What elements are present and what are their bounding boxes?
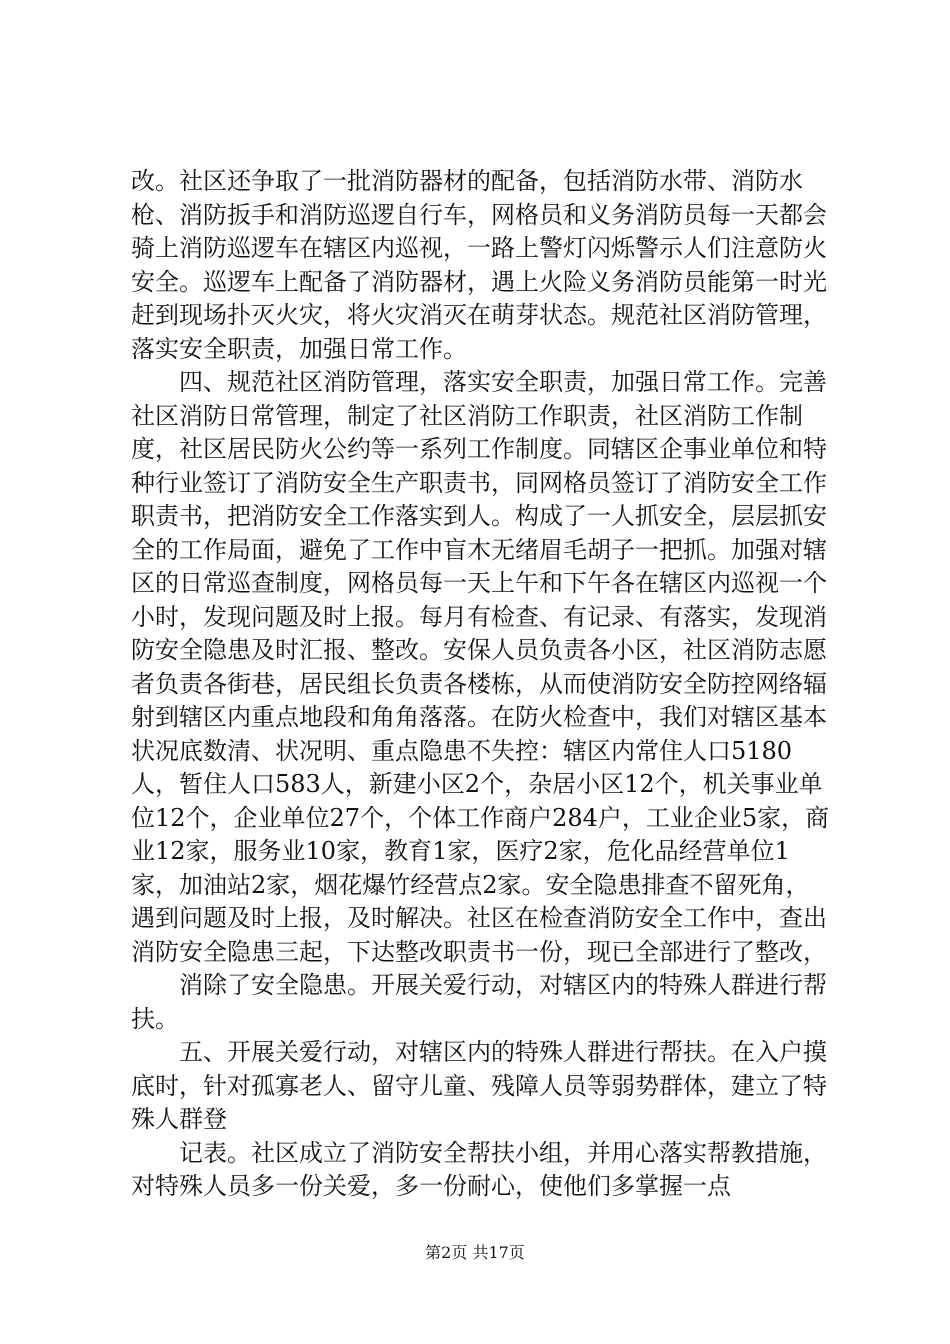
page-footer: 第2页 共17页 <box>425 1243 525 1262</box>
document-body <box>131 165 831 1204</box>
paragraph-section-five: 五、开展关爱行动，对辖区内的特殊人群进行帮扶。在入户摸底时，针对孤寡老人、留守儿童、残障人员等弱势群体，建立了特殊人群登 <box>131 1038 827 1133</box>
paragraph-hazard-removed: 消除了安全隐患。开展关爱行动，对辖区内的特殊人群进行帮扶。 <box>131 971 827 1033</box>
paragraph-continuation: 改。社区还争取了一批消防器材的配备，包括消防水带、消防水枪、消防扳手和消防巡逻自行车，网格员和义务消防员每一天都会骑上消防巡逻车在辖区内巡视，一路上警灯闪烁警示人们注意防火安全。巡逻车上配备了消防器材，遇上火险义务消防员能第一时光赶到现场扑灭火灾，将火灾消灭在萌芽状态。规范社区消防管理，落实安全职责，加强日常工作。 <box>131 167 827 363</box>
paragraph-section-four: 四、规范社区消防管理，落实安全职责，加强日常工作。完善社区消防日常管理，制定了社区消防工作职责，社区消防工作制度，社区居民防火公约等一系列工作制度。同辖区企事业单位和特种行业签订了消防安全生产职责书，同网格员签订了消防安全工作职责书，把消防安全工作落实到人。构成了一人抓安全，层层抓安全的工作局面，避免了工作中盲木无绪眉毛胡子一把抓。加强对辖区的日常巡查制度，网格员每一天上午和下午各在辖区内巡视一个小时，发现问题及时上报。每月有检查、有记录、有落实，发现消防安全隐患及时汇报、整改。安保人员负责各小区，社区消防志愿者负责各街巷，居民组长负责各楼栋，从而使消防安全防控网络辐射到辖区内重点地段和角角落落。在防火检查中，我们对辖区基本状况底数清、状况明、重点隐患不失控：辖区内常住人口5180人，暂住人口583人，新建小区2个，杂居小区12个，机关事业单位12个，企业单位27个，个体工作商户284户，工业企业5家，商业12家，服务业10家，教育1家，医疗2家，危化品经营单位1家，加油站2家，烟花爆竹经营点2家。安全隐患排查不留死角，遇到问题及时上报，及时解决。社区在检查消防安全工作中，查出消防安全隐患三起，下达整改职责书一份，现已全部进行了整改， <box>131 368 830 966</box>
paragraph-registration: 记表。社区成立了消防安全帮扶小组，并用心落实帮教措施，对特殊人员多一份关爱，多一份耐心，使他们多掌握一点 <box>131 1138 827 1200</box>
